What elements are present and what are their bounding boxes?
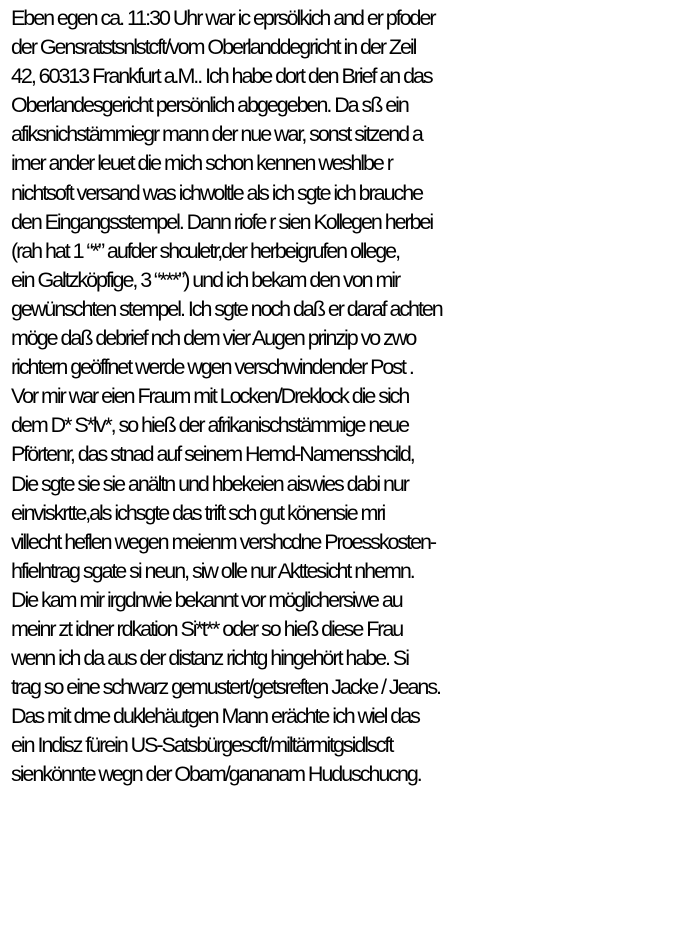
- text-line: imer ander leuet die mich schon kennen weshlbe r: [11, 151, 392, 176]
- text-line: wenn ich da aus der distanz richtg hingehört habe. Si: [11, 646, 408, 671]
- text-line: der Gensratstsnlstcft/vom Oberlanddegricht in der Zeil: [11, 35, 416, 60]
- text-line: nichtsoft versand was ichwoltle als ich sgte ich brauche: [11, 180, 423, 205]
- text-line: Das mit dme duklehäutgen Mann erächte ich wiel das: [11, 704, 419, 729]
- text-line: Eben egen ca. 11:30 Uhr war ic eprsölkich and er pfoder: [11, 6, 435, 30]
- text-line: Die sgte sie sie anältn und hbekeien aiswies dabi nur: [11, 471, 408, 496]
- text-line: Vor mir war eien Fraum mit Locken/Dreklock die sich: [11, 384, 409, 409]
- text-line: meinr zt idner rdkation Si*t** oder so hieß diese Frau: [11, 616, 403, 641]
- text-line: Pförtenr, das stnad auf seinem Hemd-Namensshcild,: [11, 442, 414, 467]
- text-line: afiksnichstämmiegr mann der nue war, sonst sitzend a: [11, 122, 422, 147]
- text-line: villecht heflen wegen meienm vershcdne Proesskosten-: [11, 529, 436, 554]
- text-line: trag so eine schwarz gemustert/getsreften Jacke / Jeans.: [11, 675, 440, 700]
- text-line: dem D* S*lv*, so hieß der afrikanischstämmige neue: [11, 413, 408, 438]
- document-text: [11, 4, 684, 790]
- text-line: ein Indisz fürein US-Satsbürgescft/miltärmitgsidlscft: [11, 733, 393, 758]
- text-line: den Eingangsstempel. Dann riofe r sien Kollegen herbei: [11, 209, 433, 234]
- text-line: Oberlandesgericht persönlich abgegeben. Da sß ein: [11, 93, 408, 118]
- text-line: möge daß debrief nch dem vier Augen prinzip vo zwo: [11, 326, 416, 351]
- text-line: Die kam mir irgdnwie bekannt vor möglichersiwe au: [11, 587, 402, 612]
- text-line: 42, 60313 Frankfurt a.M.. Ich habe dort den Brief an das: [11, 64, 432, 89]
- text-line: gewünschten stempel. Ich sgte noch daß er daraf achten: [11, 296, 442, 321]
- text-line: einviskrtte,als ichsgte das trift sch gut könensie mri: [11, 500, 385, 525]
- text-line: (rah hat 1 “*” aufder shculetr,der herbeigrufen ollege,: [11, 238, 400, 263]
- text-line: sienkönnte wegn der Obam/gananam Huduschucng.: [11, 762, 421, 787]
- text-line: ein Galtzköpfige, 3 “***”) und ich bekam den von mir: [11, 267, 400, 292]
- text-line: hfielntrag sgate si neun, siw olle nur Akttesicht nhemn.: [11, 558, 414, 583]
- text-line: richtern geöffnet werde wgen verschwindender Post .: [11, 355, 413, 380]
